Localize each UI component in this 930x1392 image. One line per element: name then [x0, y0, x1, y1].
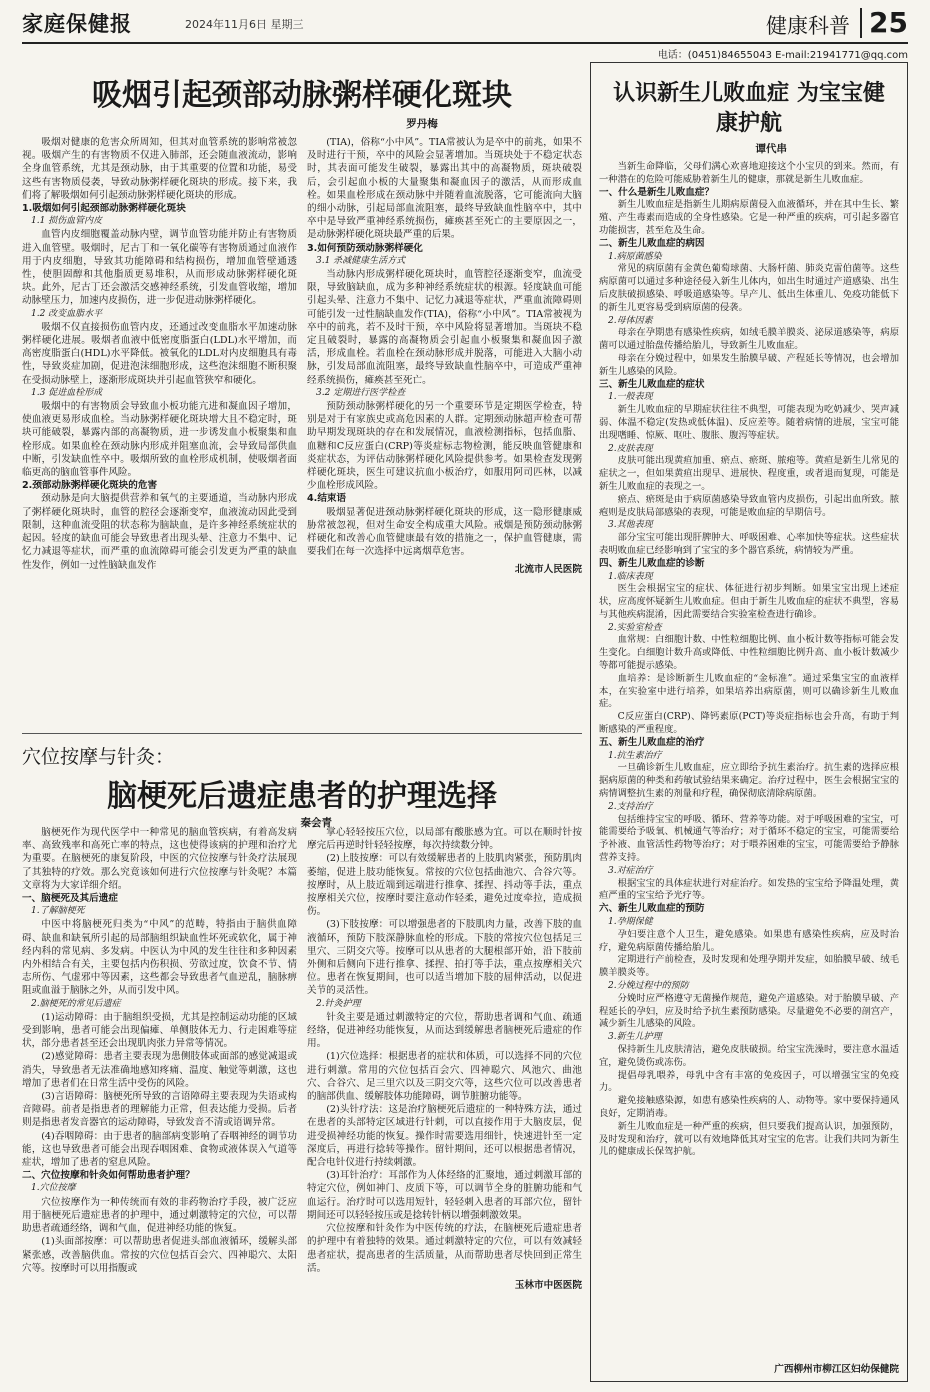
- article-smoking-body: [22, 136, 582, 726]
- subsection-heading: 2.母体因素: [608, 315, 653, 326]
- section-name: 健康科普: [766, 14, 850, 38]
- article-column: [22, 136, 297, 726]
- paragraph: (3)下肢按摩：可以增强患者的下肢肌肉力量，改善下肢的血液循环，预防下肢深静脉血栓的形成。下肢的常按穴位包括足三里穴、三阴交穴等。按摩可以从患者的大腿根部开始，沿下肢前外侧和后侧向下进行推拿、揉捏、拍打等手法，重点按摩相关穴位。患者在恢复期间，也可以适当增加下肢的屈伸活动，以促进关节的灵活性。: [307, 919, 582, 997]
- paragraph: 颈动脉是向大脑提供营养和氧气的主要通道，当动脉内形成了粥样硬化斑块时，血管的腔径会逐渐变窄，血液流动因此受到限制，这种血流受阻的状态称为脑缺血，是许多神经系统症状的起因。轻度的缺血可能会导致患者出现头晕、注意力不集中、记忆力减退等症状，而严重的血流障碍可能会引发更为严重的缺血性发作，例如一过性脑缺血发作: [22, 493, 297, 571]
- paragraph: (4)吞咽障碍：由于患者的脑部病变影响了吞咽神经的调节功能，这也导致患者可能会出现吞咽困难、食物或液体误入气道等症状，增加了患者的窒息风险。: [22, 1130, 297, 1169]
- paragraph: 掌心轻轻按压穴位，以局部有酸胀感为宜。可以在顺时针按摩完后再逆时针轻轻按摩，每次持续数分钟。: [307, 827, 582, 852]
- paragraph: 血培养：是诊断新生儿败血症的“金标准”。通过采集宝宝的血液样本，在实验室中进行培养，如果培养出病原菌，则可以确诊新生儿败血症。: [599, 672, 899, 710]
- paragraph: 一旦确诊新生儿败血症，应立即给予抗生素治疗。抗生素的选择应根据病原菌的种类和药敏试验结果来确定。治疗过程中，医生会根据宝宝的病情调整抗生素的剂量和疗程，确保彻底清除病原菌。: [599, 762, 899, 800]
- column-text: [307, 136, 582, 559]
- paragraph: 中医中将脑梗死归类为“中风”的范畴，特指由于脑供血障碍、缺血和缺氧所引起的局部脑组织缺血性坏死或软化，属于神经内科的常见病、多发病。中医认为中风的发生往往和多种因素内外相结合有关，主要包括内伤积损、劳欲过度，饮食不节、情志所伤、气虚邪中等因素，这些都会导致患者气血逆乱，脑脉痹阻或血溢于脑脉之外，从而引发中风。: [22, 919, 297, 997]
- paragraph: (1)运动障碍：由于脑组织受损，尤其是控制运动功能的区域受到影响，患者可能会出现偏瘫、单侧肢体无力、行走困难等症状，部分患者甚至还会出现肌肉张力异常等情况。: [22, 1011, 297, 1050]
- paragraph: 预防颈动脉粥样硬化的另一个重要环节是定期医学检查，特别是对于有家族史或高危因素的人群。定期颈动脉超声检查可帮助早期发现斑块的存在和发展情况，血液检测指标，包括血脂、血糖和C反应蛋白(CRP)等炎症标志物检测，能反映血管健康和炎症状态，为评估动脉粥样硬化风险提供参考。如果检查发现粥样硬化斑块，医生可建议抗血小板治疗，如服用阿司匹林，以减少血栓形成风险。: [307, 401, 582, 492]
- subsection-heading: 2.针灸护理: [316, 998, 361, 1009]
- article-smoking: [22, 70, 582, 131]
- paragraph: (2)上肢按摩：可以有效缓解患者的上肢肌肉紧张，预防肌肉萎缩，促进上肢功能恢复。常按的穴位包括曲池穴、合谷穴等。按摩时，从上肢近端到远端进行推拿、揉捏、抖动等手法，重点按摩相关穴位，按摩时要注意动作轻柔，避免过度牵拉，造成损伤。: [307, 853, 582, 918]
- paragraph: 吸烟中的有害物质会导致血小板功能亢进和凝血因子增加，使血液更易形成血栓。当动脉粥样硬化斑块增大且不稳定时，斑块可能破裂，暴露内部的高凝物质，进一步诱发血小板聚集和血栓形成。如果血栓在颈动脉内形成并阻塞血流，会导致局部供血中断，引发缺血性卒中。吸烟所致的血栓形成机制，使吸烟者面临更高的脑血管事件风险。: [22, 401, 297, 479]
- section-heading: 四、新生儿败血症的诊断: [599, 557, 705, 569]
- paragraph: 新生儿败血症是一种严重的疾病，但只要我们提高认识，加强预防，及时发现和治疗，就可以有效地降低其对宝宝的危害。让我们共同为新生儿的健康成长保驾护航。: [599, 1120, 899, 1158]
- article-divider: [22, 733, 582, 734]
- paragraph: 当新生命降临，父母们满心欢喜地迎接这个小宝贝的到来。然而，有一种潜在的危险可能威胁着新生儿的健康，那就是新生儿败血症。: [599, 161, 899, 185]
- subsection-heading: 2.脑梗死的常见后遗症: [31, 998, 121, 1009]
- subsection-heading: 3.1 杀减健康生活方式: [316, 255, 406, 266]
- paragraph: 避免接触感染源，如患有感染性疾病的人、动物等。家中要保持通风良好，定期消毒。: [599, 1095, 899, 1119]
- article-column: [22, 826, 297, 1374]
- paragraph: 保持新生儿皮肤清洁，避免皮肤破损。给宝宝洗澡时，要注意水温适宜，避免烫伤或冻伤。: [599, 1043, 899, 1068]
- header-divider: [860, 8, 862, 38]
- paragraph: 母亲在孕期患有感染性疾病，如绒毛膜羊膜炎、泌尿道感染等，病原菌可以通过胎盘传播给胎儿，导致新生儿败血症。: [599, 327, 899, 352]
- paragraph: (3)耳针治疗：耳部作为人体经络的汇聚地，通过刺激耳部的特定穴位，例如神门、皮质下等，可以调节全身的脏腑功能和气血运行。治疗时可以选用短针，轻轻刺入患者的耳部穴位，留针期间还可以轻轻按压或是捻转针柄以增强刺激效果。: [307, 1170, 582, 1221]
- paragraph: 包括维持宝宝的呼吸、循环、营养等功能。对于呼吸困难的宝宝，可能需要给予吸氧、机械通气等治疗；对于循环不稳定的宝宝，可能需要给予补液、血管活性药物等治疗；对于喂养困难的宝宝，可能需要给予静脉营养支持。: [599, 813, 899, 864]
- paragraph: 针灸主要是通过刺激特定的穴位，帮助患者调和气血、疏通经络，促进神经功能恢复，从而达到缓解患者脑梗死后遗症的作用。: [307, 1011, 582, 1050]
- article-column: [599, 161, 899, 1357]
- paragraph: (TIA)，俗称“小中风”。TIA常被认为是卒中的前兆，如果不及时进行干预，卒中的风险会显著增加。当斑块处于不稳定状态时，其表面可能发生破裂，暴露出其中的高凝物质，斑块破裂后，会引起血小板的大量聚集和凝血因子的激活，从而形成血栓。如果血栓形成在颈动脉中并随着血流脱落，它可能流向大脑的细小动脉，引起局部血流阻塞，最终导致缺血性脑卒中，其中卒中是导致严重神经系统损伤，瘫痪甚至死亡的主要原因之一，是动脉粥样硬化斑块最严重的后果。: [307, 137, 582, 241]
- paragraph: 分娩时应严格遵守无菌操作规范，避免产道感染。对于胎膜早破、产程延长的孕妇，应及时给予抗生素预防感染。尽量避免不必要的剖宫产，减少新生儿感染的风险。: [599, 992, 899, 1030]
- section-heading: 二、新生儿败血症的病因: [599, 237, 705, 249]
- subsection-heading: 1.1 损伤血管内皮: [31, 216, 103, 227]
- paragraph: 脑梗死作为现代医学中一种常见的脑血管疾病，有着高发病率、高致残率和高死亡率的特点，这也使得该病的护理和治疗尤为重要。在脑梗死的康复阶段，中医的穴位按摩与针灸疗法展现了其独特的疗效。那么究竟该如何进行穴位按摩与针灸呢？本篇文章将为大家详细介绍。: [22, 827, 297, 891]
- paragraph: 医生会根据宝宝的症状、体征进行初步判断。如果宝宝出现上述症状，应高度怀疑新生儿败血症。但由于新生儿败血症的症状不典型，容易与其他疾病混淆，因此需要结合实验室检查进行确诊。: [599, 583, 899, 620]
- contact-info: 电话：(0451)84655043 E-mail:21941771@qq.com: [657, 50, 908, 61]
- paragraph: (1)头面部按摩：可以帮助患者促进头部血液循环，缓解头部紧张感，改善脑供血。常按的穴位包括百会穴、四神聪穴、太阳穴等。按摩时可以用指腹或: [22, 1236, 297, 1274]
- section-heading: 六、新生儿败血症的预防: [599, 903, 705, 915]
- subsection-heading: 2.分娩过程中的预防: [608, 981, 689, 991]
- paragraph: 吸烟显著促进颈动脉粥样硬化斑块的形成，这一隐形健康威胁常被忽视，但对生命安全构成重大风险。戒烟是预防颈动脉粥样硬化和改善心血管健康最有效的措施之一，保护血管健康，需要我们在每一次选择中远离烟草危害。: [307, 506, 582, 558]
- article-column: [307, 136, 582, 726]
- paragraph: 新生儿败血症的早期症状往往不典型，可能表现为吃奶减少、哭声减弱、体温不稳定(发热或低体温)、反应差等。随着病情的进展，宝宝可能出现嗜睡、惊厥、呕吐、腹胀、腹泻等症状。: [599, 404, 899, 441]
- paragraph: 皮肤可能出现黄疸加重、瘀点、瘀斑、脓疱等。黄疸是新生儿常见的症状之一，但如果黄疸出现早、进展快、程度重，或者退而复现，可能是新生儿败血症的表现之一。: [599, 455, 899, 492]
- section-heading: 五、新生儿败血症的治疗: [599, 736, 705, 748]
- paragraph: 母亲在分娩过程中，如果发生胎膜早破、产程延长等情况，也会增加新生儿感染的风险。: [599, 352, 899, 377]
- subsection-heading: 1.临床表现: [608, 571, 653, 582]
- paragraph: 新生儿败血症是指新生儿期病原菌侵入血液循环，并在其中生长、繁殖、产生毒素而造成的全身性感染。它是一种严重的疾病，可引起多器官功能损害，甚至危及生命。: [599, 199, 899, 236]
- paragraph: 常见的病原菌有金黄色葡萄球菌、大肠杆菌、肺炎克雷伯菌等。这些病原菌可以通过多种途径侵入新生儿体内，如出生时通过产道感染、出生后皮肤破损感染、呼吸道感染等。早产儿、低出生体重儿、免疫功能低下的新生儿更容易受到病原菌的侵袭。: [599, 263, 899, 313]
- article-acupuncture-body: [22, 826, 582, 1374]
- paragraph: C反应蛋白(CRP)、降钙素原(PCT)等炎症指标也会升高，有助于判断感染的严重程度。: [599, 711, 899, 736]
- paragraph: 吸烟不仅直接损伤血管内皮，还通过改变血脂水平加速动脉粥样硬化进展。吸烟者血液中低密度脂蛋白(LDL)水平增加，而高密度脂蛋白(HDL)水平降低。被氧化的LDL对内皮细胞具有毒性，导致炎症加剧，促进泡沫细胞形成，这些泡沫细胞不断积聚在受损动脉壁上，逐渐形成斑块并引起血管狭窄和硬化。: [22, 321, 297, 386]
- article-source: 广西柳州市柳江区妇幼保健院: [774, 1364, 899, 1375]
- article-author: 谭代串: [755, 143, 787, 155]
- subsection-heading: 3.新生儿护理: [608, 1032, 662, 1043]
- section-heading: 1.吸烟如何引起颈部动脉粥样硬化斑块: [22, 203, 186, 215]
- masthead-date: 2024年11月6日 星期三: [185, 18, 304, 31]
- paragraph: 根据宝宝的具体症状进行对症治疗。如发热的宝宝给予降温处理，黄疸严重的宝宝给予光疗等。: [599, 877, 899, 902]
- paragraph: (2)感觉障碍：患者主要表现为患侧肢体或面部的感觉减退或消失，导致患者无法准确地感知疼痛、温度、触觉等刺激，这也增加了患者们在日常生活中受伤的风险。: [22, 1051, 297, 1089]
- article-title: 脑梗死后遗症患者的护理选择: [107, 779, 497, 814]
- section-heading: 3.如何预防颈动脉粥样硬化: [307, 242, 423, 254]
- paragraph: 吸烟对健康的危害众所周知，但其对血管系统的影响常被忽视。吸烟产生的有害物质不仅进入肺部，还会随血液流动，影响全身血管系统，尤其是颈动脉，由于其重要的位置和功能，易受这些有害物质侵袭，导致动脉粥样硬化斑块的形成。接下来，我们将了解吸烟如何引起颈动脉粥样硬化斑块的形成。: [22, 137, 297, 201]
- article-title: 认识新生儿败血症 为宝宝健康护航: [613, 81, 885, 136]
- subsection-heading: 3.对症治疗: [608, 865, 653, 876]
- paragraph: (2)头针疗法：这是治疗脑梗死后遗症的一种特殊方法，通过在患者的头部特定区域进行针刺，可以直接作用于大脑皮层，促进受损神经功能的恢复。操作时需要选用细针，快速进针至一定深度后，再进行捻转等操作。留针期间，还可以根据患者情况，配合电针仪进行持续刺激。: [307, 1104, 582, 1169]
- article-neonatal-box: [590, 62, 908, 1382]
- subsection-heading: 1.2 改变血脂水平: [31, 308, 103, 319]
- article-title: 吸烟引起颈部动脉粥样硬化斑块: [92, 78, 512, 113]
- section-heading: 一、什么是新生儿败血症？: [599, 186, 715, 198]
- article-source: 北流市人民医院: [514, 563, 582, 575]
- article-source: 玉林市中医医院: [514, 1279, 582, 1291]
- subsection-heading: 1.穴位按摩: [31, 1183, 76, 1194]
- masthead-name: 家庭保健报: [22, 12, 132, 36]
- paragraph: 提倡母乳喂养，母乳中含有丰富的免疫因子，可以增强宝宝的免疫力。: [599, 1069, 899, 1094]
- article-column: [307, 826, 582, 1374]
- article-author: 秦会青: [300, 817, 332, 829]
- page-header: [22, 6, 908, 42]
- article-author: 罗丹梅: [406, 118, 438, 130]
- page-number: 25: [869, 6, 908, 39]
- paragraph: 血常规：白细胞计数、中性粒细胞比例、血小板计数等指标可能会发生变化。白细胞计数升高或降低、中性粒细胞比例升高、血小板计数减少等都可能提示感染。: [599, 634, 899, 672]
- subsection-heading: 1.3 促进血栓形成: [31, 387, 103, 398]
- subsection-heading: 2.实验室检查: [608, 622, 662, 633]
- paragraph: 瘀点、瘀斑是由于病原菌感染导致血管内皮损伤，引起出血所致。脓疱则是皮肤局部感染的表现，可能是败血症的早期信号。: [599, 493, 899, 518]
- column-text: [307, 826, 582, 1275]
- subsection-heading: 1.一般表现: [608, 392, 653, 403]
- paragraph: 孕妇要注意个人卫生，避免感染。如果患有感染性疾病，应及时治疗，避免病原菌传播给胎儿。: [599, 928, 899, 953]
- header-rule: [22, 42, 908, 44]
- article-kicker: 穴位按摩与针灸：: [22, 746, 175, 768]
- subsection-heading: 2.支持治疗: [608, 801, 653, 812]
- section-heading: 三、新生儿败血症的症状: [599, 378, 705, 390]
- paragraph: 穴位按摩作为一种传统而有效的非药物治疗手段，被广泛应用于脑梗死后遗症患者的护理中，通过刺激特定的穴位，可以帮助患者疏通经络，调和气血，促进神经功能的恢复。: [22, 1196, 297, 1235]
- paragraph: 当动脉内形成粥样硬化斑块时，血管腔径逐渐变窄，血流受限，导致脑缺血，成为多种神经系统症状的根源。轻度缺血可能引起头晕、注意力不集中、记忆力减退等症状，严重血流障碍则可能引发一过性脑缺血发作(TIA)，俗称“小中风”。TIA常被视为卒中的前兆，若不及时干预，卒中风险将显著增加。当斑块不稳定且破裂时，暴露的高凝物质会引起血小板聚集和凝血因子激活，形成血栓。若血栓在颈动脉形成并脱落，可能进入大脑小动脉，引发局部血流阻塞，最终导致缺血性脑卒中，可造成严重神经系统损伤，瘫痪甚至死亡。: [307, 269, 582, 386]
- section-heading: 4.结束语: [307, 493, 347, 505]
- subsection-heading: 2.皮肤表现: [608, 443, 653, 454]
- paragraph: 定期进行产前检查，及时发现和处理孕期并发症，如胎膜早破、绒毛膜羊膜炎等。: [599, 954, 899, 979]
- paragraph: 血管内皮细胞覆盖动脉内壁，调节血管功能并防止有害物质进入血管壁。吸烟时，尼古丁和一氧化碳等有害物质通过血液作用于内皮细胞，导致其功能障碍和结构损伤，增加血管壁通透性，使胆固醇和其他脂质更易堆积，从而形成动脉粥样硬化斑块。此外，尼古丁还会激活交感神经系统，引发血管收缩，增加动脉壁压力，加速内皮损伤，进一步促进动脉粥样硬化。: [22, 229, 297, 307]
- subsection-heading: 1.病原菌感染: [608, 251, 662, 262]
- section-heading: 2.颈部动脉粥样硬化斑块的危害: [22, 480, 158, 492]
- paragraph: 部分宝宝可能出现肝脾肿大、呼吸困难、心率加快等症状。这些症状表明败血症已经影响到了宝宝的多个器官系统，病情较为严重。: [599, 532, 899, 556]
- subsection-heading: 3.2 定期进行医学检查: [316, 387, 406, 398]
- paragraph: (3)言语障碍：脑梗死所导致的言语障碍主要表现为失语或构音障碍。前者是指患者的理解能力正常，但表达能力受损。后者则是指患者发音器官的运动障碍，导致发音不清或语调异常。: [22, 1091, 297, 1129]
- subsection-heading: 1.孕期保健: [608, 917, 653, 928]
- paragraph: (1)穴位选择：根据患者的症状和体质，可以选择不同的穴位进行刺激。常用的穴位包括百会穴、四神聪穴、风池穴、曲池穴、合谷穴、足三里穴以及三阴交穴等，这些穴位可以改善患者的脑部供血、缓解肢体功能障碍，调节脏腑功能等。: [307, 1051, 582, 1103]
- section-heading: 二、穴位按摩和针灸如何帮助患者护理？: [22, 1170, 195, 1182]
- subsection-heading: 1.抗生素治疗: [608, 750, 662, 761]
- paragraph: 穴位按摩和针灸作为中医传统的疗法，在脑梗死后遗症患者的护理中有着独特的效果。通过刺激特定的穴位，可以有效减轻患者症状，提高患者的生活质量，从而帮助患者尽快回到正常生活。: [307, 1223, 582, 1274]
- article-acupuncture: [22, 742, 582, 830]
- section-heading: 一、脑梗死及其后遗症: [22, 893, 118, 905]
- subsection-heading: 1.了解脑梗死: [31, 906, 85, 917]
- subsection-heading: 3.其他表现: [608, 520, 653, 531]
